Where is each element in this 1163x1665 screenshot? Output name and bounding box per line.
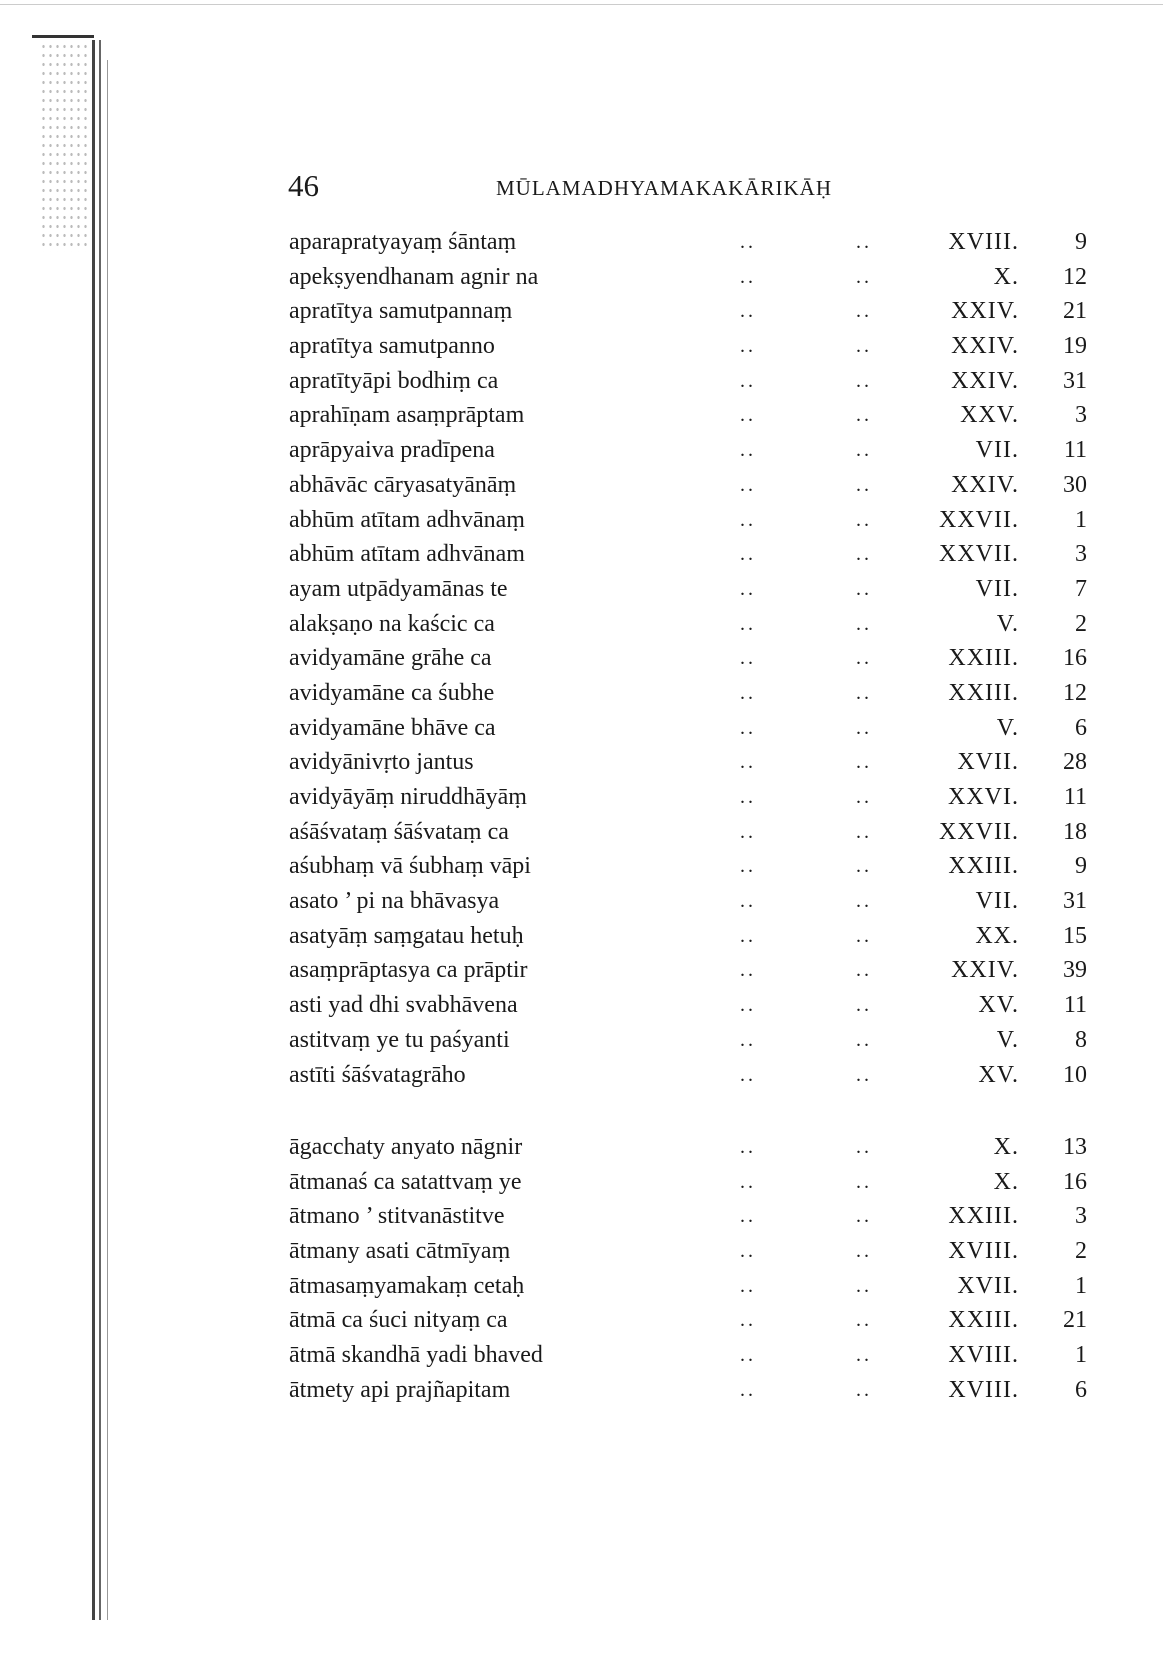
- verse-text: asti yad dhi svabhāvena: [289, 992, 518, 1019]
- verse-number: 11: [1063, 437, 1087, 464]
- index-entry: [0, 364, 1163, 399]
- leader-dots: ..: [740, 751, 756, 774]
- leader-dots: ..: [740, 1063, 756, 1086]
- verse-text: asatyāṃ saṃgatau hetuḥ: [289, 922, 524, 949]
- leader-dots: ..: [856, 751, 872, 774]
- chapter-numeral: VII.: [975, 437, 1019, 464]
- verse-text: ātmany asati cātmīyaṃ: [289, 1238, 511, 1265]
- verse-number: 2: [1075, 1238, 1087, 1265]
- index-entry: [0, 849, 1163, 884]
- verse-text: ātmety api prajñapitam: [289, 1376, 511, 1403]
- chapter-numeral: XXIII.: [948, 645, 1019, 672]
- chapter-numeral: XV.: [978, 992, 1019, 1019]
- index-entry: [0, 1234, 1163, 1269]
- leader-dots: ..: [740, 1309, 756, 1332]
- verse-text: abhūm atītam adhvānaṃ: [289, 506, 525, 533]
- leader-dots: ..: [740, 1274, 756, 1297]
- verse-number: 1: [1075, 506, 1087, 533]
- leader-dots: ..: [856, 612, 872, 635]
- leader-dots: ..: [856, 508, 872, 531]
- index-entry: [0, 1023, 1163, 1058]
- leader-dots: ..: [740, 786, 756, 808]
- index-entry: [0, 329, 1163, 364]
- index-entry: [0, 1130, 1163, 1165]
- chapter-numeral: XXIII.: [948, 853, 1019, 880]
- page-number: 46: [288, 168, 319, 203]
- leader-dots: ..: [740, 924, 756, 947]
- leader-dots: ..: [740, 1170, 756, 1193]
- index-entry: [0, 260, 1163, 295]
- index-entry: [0, 641, 1163, 676]
- leader-dots: ..: [740, 994, 756, 1017]
- chapter-numeral: VII.: [975, 575, 1019, 602]
- leader-dots: ..: [856, 924, 872, 947]
- leader-dots: ..: [740, 1240, 756, 1263]
- leader-dots: ..: [740, 612, 756, 635]
- leader-dots: ..: [856, 404, 872, 427]
- leader-dots: ..: [856, 300, 872, 323]
- verse-number: 12: [1063, 263, 1087, 290]
- index-entry: [0, 988, 1163, 1023]
- chapter-numeral: V.: [996, 714, 1019, 741]
- verse-text: alakṣaṇo na kaścic ca: [289, 610, 495, 637]
- verse-number: 16: [1063, 1168, 1087, 1195]
- verse-text: avidyamāne bhāve ca: [289, 714, 496, 741]
- leader-dots: ..: [740, 543, 756, 566]
- leader-dots: ..: [856, 265, 872, 288]
- chapter-numeral: XXV.: [960, 402, 1019, 429]
- leader-dots: ..: [856, 1240, 872, 1263]
- leader-dots: ..: [740, 473, 756, 496]
- verse-text: apekṣyendhanam agnir na: [289, 263, 539, 290]
- leader-dots: ..: [740, 231, 756, 253]
- verse-number: 18: [1063, 818, 1087, 845]
- index-entry: [0, 953, 1163, 988]
- chapter-numeral: XVII.: [957, 1272, 1019, 1299]
- index-entry: [0, 815, 1163, 850]
- chapter-numeral: X.: [993, 1168, 1019, 1195]
- leader-dots: ..: [856, 890, 872, 913]
- verse-number: 28: [1063, 749, 1087, 776]
- verse-text: avidyamāne ca śubhe: [289, 679, 495, 706]
- chapter-numeral: X.: [993, 263, 1019, 290]
- chapter-numeral: VII.: [975, 888, 1019, 915]
- leader-dots: ..: [856, 1028, 872, 1051]
- leader-dots: ..: [856, 473, 872, 496]
- verse-text: aparapratyayaṃ śāntaṃ: [289, 229, 517, 255]
- leader-dots: ..: [856, 994, 872, 1017]
- leader-dots: ..: [856, 681, 872, 704]
- verse-number: 2: [1075, 610, 1087, 637]
- leader-dots: ..: [740, 716, 756, 739]
- leader-dots: ..: [740, 404, 756, 427]
- verse-number: 16: [1063, 645, 1087, 672]
- leader-dots: ..: [740, 577, 756, 600]
- chapter-numeral: XXIII.: [948, 1307, 1019, 1334]
- verse-number: 30: [1063, 471, 1087, 498]
- verse-number: 13: [1063, 1134, 1087, 1160]
- verse-text: ātmasaṃyamakaṃ cetaḥ: [289, 1272, 525, 1299]
- leader-dots: ..: [740, 1136, 756, 1158]
- chapter-numeral: XXIV.: [951, 471, 1019, 498]
- chapter-numeral: XX.: [975, 922, 1019, 949]
- verse-text: apratītya samutpannaṃ: [289, 298, 513, 325]
- verse-index-section-b: [0, 1130, 1163, 1408]
- index-entry: [0, 225, 1163, 260]
- verse-text: asato ’ pi na bhāvasya: [289, 888, 500, 915]
- leader-dots: ..: [740, 1344, 756, 1367]
- chapter-numeral: XXIII.: [948, 679, 1019, 706]
- chapter-numeral: X.: [993, 1134, 1019, 1160]
- leader-dots: ..: [740, 959, 756, 982]
- leader-dots: ..: [740, 508, 756, 531]
- verse-number: 21: [1063, 298, 1087, 325]
- leader-dots: ..: [856, 716, 872, 739]
- verse-number: 1: [1075, 1272, 1087, 1299]
- verse-text: apratītyāpi bodhiṃ ca: [289, 367, 499, 394]
- chapter-numeral: XXVII.: [939, 541, 1019, 568]
- verse-text: astitvaṃ ye tu paśyanti: [289, 1026, 510, 1053]
- leader-dots: ..: [740, 300, 756, 323]
- chapter-numeral: XXVI.: [948, 784, 1019, 810]
- verse-number: 8: [1075, 1026, 1087, 1053]
- verse-text: astīti śāśvatagrāho: [289, 1061, 466, 1088]
- leader-dots: ..: [740, 335, 756, 358]
- verse-number: 9: [1075, 853, 1087, 880]
- chapter-numeral: XXVII.: [939, 818, 1019, 845]
- verse-text: ayam utpādyamānas te: [289, 575, 508, 602]
- verse-text: ātmā ca śuci nityaṃ ca: [289, 1307, 508, 1334]
- verse-text: ātmano ’ stitvanāstitve: [289, 1203, 505, 1230]
- verse-number: 21: [1063, 1307, 1087, 1334]
- leader-dots: ..: [856, 1063, 872, 1086]
- chapter-numeral: V.: [996, 610, 1019, 637]
- index-entry: [0, 1269, 1163, 1304]
- index-entry: [0, 919, 1163, 954]
- leader-dots: ..: [856, 1309, 872, 1332]
- leader-dots: ..: [740, 820, 756, 843]
- index-entry: [0, 1303, 1163, 1338]
- leader-dots: ..: [740, 647, 756, 670]
- verse-text: ātmanaś ca satattvaṃ ye: [289, 1168, 522, 1195]
- verse-number: 10: [1063, 1061, 1087, 1088]
- chapter-numeral: XXIV.: [951, 298, 1019, 325]
- leader-dots: ..: [856, 1170, 872, 1193]
- index-entry: [0, 884, 1163, 919]
- index-entry: [0, 468, 1163, 503]
- page-header: [0, 168, 1163, 208]
- leader-dots: ..: [740, 439, 756, 462]
- leader-dots: ..: [856, 855, 872, 878]
- verse-text: avidyānivṛto jantus: [289, 749, 474, 776]
- chapter-numeral: XXVII.: [939, 506, 1019, 533]
- leader-dots: ..: [856, 786, 872, 808]
- leader-dots: ..: [740, 1205, 756, 1228]
- verse-number: 1: [1075, 1342, 1087, 1369]
- leader-dots: ..: [740, 890, 756, 913]
- verse-number: 7: [1075, 575, 1087, 602]
- verse-number: 31: [1063, 888, 1087, 915]
- leader-dots: ..: [740, 1028, 756, 1051]
- index-entry: [0, 1373, 1163, 1408]
- leader-dots: ..: [740, 1378, 756, 1401]
- index-entry: [0, 711, 1163, 746]
- leader-dots: ..: [856, 1344, 872, 1367]
- verse-number: 6: [1075, 1376, 1087, 1403]
- verse-text: avidyāyāṃ niruddhāyāṃ: [289, 784, 527, 810]
- verse-text: ātmā skandhā yadi bhaved: [289, 1342, 543, 1369]
- verse-number: 11: [1063, 784, 1087, 810]
- verse-number: 19: [1063, 333, 1087, 360]
- index-entry: [0, 537, 1163, 572]
- chapter-numeral: XVIII.: [948, 1342, 1019, 1369]
- verse-text: asaṃprāptasya ca prāptir: [289, 957, 528, 984]
- verse-text: abhāvāc cāryasatyānāṃ: [289, 471, 517, 498]
- chapter-numeral: XVII.: [957, 749, 1019, 776]
- leader-dots: ..: [856, 1274, 872, 1297]
- leader-dots: ..: [856, 647, 872, 670]
- verse-text: abhūm atītam adhvānam: [289, 541, 525, 568]
- index-entry: [0, 1338, 1163, 1373]
- chapter-numeral: XXIV.: [951, 333, 1019, 360]
- verse-text: aśubhaṃ vā śubhaṃ vāpi: [289, 853, 531, 880]
- chapter-numeral: XXIII.: [948, 1203, 1019, 1230]
- leader-dots: ..: [856, 1378, 872, 1401]
- leader-dots: ..: [856, 231, 872, 253]
- leader-dots: ..: [856, 543, 872, 566]
- chapter-numeral: XXIV.: [951, 957, 1019, 984]
- index-entry: [0, 676, 1163, 711]
- verse-text: avidyamāne grāhe ca: [289, 645, 492, 672]
- index-entry: [0, 1199, 1163, 1234]
- leader-dots: ..: [856, 369, 872, 392]
- index-entry: [0, 294, 1163, 329]
- index-entry: [0, 572, 1163, 607]
- leader-dots: ..: [740, 681, 756, 704]
- chapter-numeral: XXIV.: [951, 367, 1019, 394]
- index-entry: [0, 503, 1163, 538]
- leader-dots: ..: [740, 265, 756, 288]
- verse-text: āgacchaty anyato nāgnir: [289, 1134, 523, 1160]
- chapter-numeral: XVIII.: [948, 1238, 1019, 1265]
- verse-index-section-a: [0, 225, 1163, 1092]
- index-entry: [0, 398, 1163, 433]
- index-entry: [0, 1058, 1163, 1093]
- chapter-numeral: V.: [996, 1026, 1019, 1053]
- verse-number: 11: [1063, 992, 1087, 1019]
- leader-dots: ..: [740, 369, 756, 392]
- index-entry: [0, 607, 1163, 642]
- scan-noise: [40, 42, 90, 252]
- verse-number: 12: [1063, 679, 1087, 706]
- leader-dots: ..: [856, 439, 872, 462]
- verse-number: 3: [1075, 541, 1087, 568]
- verse-number: 39: [1063, 957, 1087, 984]
- verse-number: 15: [1063, 922, 1087, 949]
- verse-text: apratītya samutpanno: [289, 333, 495, 360]
- index-entry: [0, 780, 1163, 815]
- leader-dots: ..: [856, 1136, 872, 1158]
- verse-number: 3: [1075, 402, 1087, 429]
- index-entry: [0, 1165, 1163, 1200]
- scan-top-edge: [0, 4, 1163, 5]
- binding-corner-mark: [32, 35, 94, 38]
- verse-text: aśāśvataṃ śāśvataṃ ca: [289, 818, 509, 845]
- verse-number: 9: [1075, 229, 1087, 255]
- chapter-numeral: XVIII.: [948, 229, 1019, 255]
- leader-dots: ..: [740, 855, 756, 878]
- leader-dots: ..: [856, 959, 872, 982]
- leader-dots: ..: [856, 1205, 872, 1228]
- verse-text: aprahīṇam asaṃprāptam: [289, 402, 525, 429]
- index-entry: [0, 745, 1163, 780]
- index-entry: [0, 433, 1163, 468]
- chapter-numeral: XVIII.: [948, 1376, 1019, 1403]
- leader-dots: ..: [856, 335, 872, 358]
- verse-number: 3: [1075, 1203, 1087, 1230]
- leader-dots: ..: [856, 577, 872, 600]
- leader-dots: ..: [856, 820, 872, 843]
- verse-number: 6: [1075, 714, 1087, 741]
- verse-number: 31: [1063, 367, 1087, 394]
- running-title: MŪLAMADHYAMAKAKĀRIKĀḤ: [496, 176, 832, 200]
- verse-text: aprāpyaiva pradīpena: [289, 437, 495, 464]
- chapter-numeral: XV.: [978, 1061, 1019, 1088]
